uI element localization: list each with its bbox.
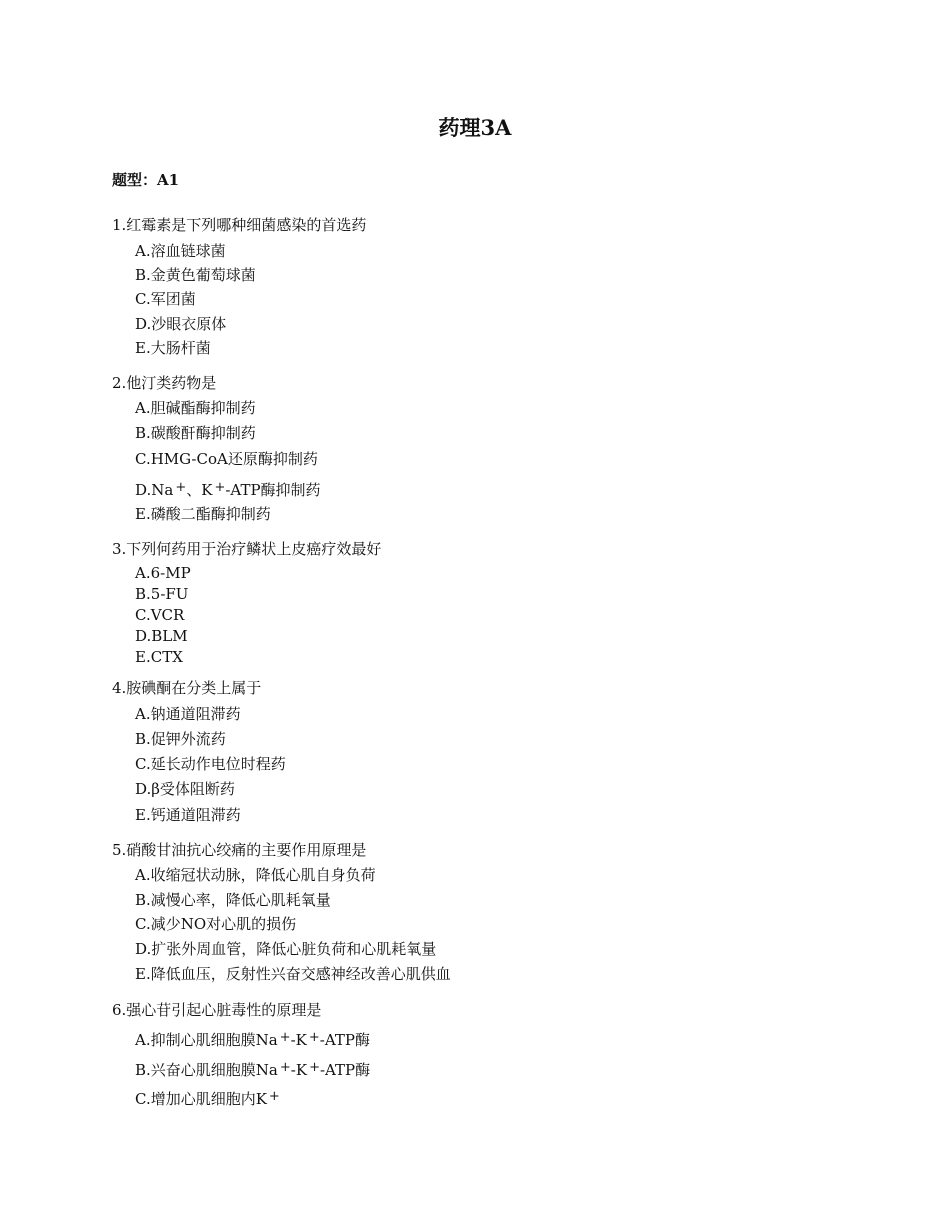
question-5-option-e: E.降低血压，反射性兴奋交感神经改善心肌供血: [135, 965, 451, 983]
superscript: +: [268, 1089, 280, 1104]
question-6-option-a: [135, 1028, 370, 1050]
superscript: +: [308, 1030, 320, 1045]
question-3-option-e: E.CTX: [135, 648, 183, 666]
superscript: +: [175, 480, 187, 495]
question-2-option-a: A.胆碱酯酶抑制药: [135, 399, 256, 417]
question-5-option-d: D.扩张外周血管，降低心脏负荷和心肌耗氧量: [135, 940, 437, 958]
question-3-option-d: D.BLM: [135, 627, 188, 645]
question-1-option-c: C.军团菌: [135, 290, 196, 308]
question-type-label: 题型：A1: [112, 171, 180, 189]
text-run: C.增加心肌细胞内K: [135, 1090, 267, 1108]
question-3-stem: 3.下列何药用于治疗鳞状上皮癌疗效最好: [112, 540, 382, 558]
question-6-option-c: [135, 1087, 280, 1109]
text-run: -ATP酶抑制药: [225, 481, 321, 499]
question-1-option-d: D.沙眼衣原体: [135, 315, 227, 333]
superscript: +: [279, 1060, 291, 1075]
question-3-option-c: C.VCR: [135, 606, 185, 624]
text-run: -K: [290, 1061, 308, 1079]
question-4-option-a: A.钠通道阻滞药: [135, 705, 241, 723]
question-4-option-b: B.促钾外流药: [135, 730, 226, 748]
question-2-stem: 2.他汀类药物是: [112, 374, 217, 392]
superscript: +: [279, 1030, 291, 1045]
text-run: B.兴奋心肌细胞膜Na: [135, 1061, 278, 1079]
question-3-option-a: A.6-MP: [135, 564, 191, 582]
question-1-option-e: E.大肠杆菌: [135, 339, 211, 357]
superscript: +: [309, 1060, 320, 1075]
text-run: -ATP酶: [319, 1061, 371, 1079]
question-1-option-b: B.金黄色葡萄球菌: [135, 266, 256, 284]
question-4-option-d: D.β受体阻断药: [135, 780, 235, 798]
question-3-option-b: B.5-FU: [135, 585, 189, 603]
question-2-option-e: E.磷酸二酯酶抑制药: [135, 505, 271, 523]
question-1-stem: 1.红霉素是下列哪种细菌感染的首选药: [112, 216, 367, 234]
question-4-option-e: E.钙通道阻滞药: [135, 806, 241, 824]
question-2-option-b: B.碳酸酐酶抑制药: [135, 424, 256, 442]
text-run: -ATP酶: [319, 1031, 370, 1049]
question-4-option-c: C.延长动作电位时程药: [135, 755, 286, 773]
question-6-option-b: [135, 1058, 370, 1080]
text-run: D.Na: [135, 481, 174, 499]
question-5-option-b: B.减慢心率，降低心肌耗氧量: [135, 891, 331, 909]
question-5-option-a: A.收缩冠状动脉，降低心肌自身负荷: [135, 866, 376, 884]
question-2-option-c: C.HMG-CoA还原酶抑制药: [135, 450, 318, 468]
question-5-option-c: C.减少NO对心肌的损伤: [135, 915, 297, 933]
superscript: +: [214, 480, 226, 495]
text-run: A.抑制心肌细胞膜Na: [135, 1031, 278, 1049]
text-run: -K: [290, 1031, 307, 1049]
question-5-stem: 5.硝酸甘油抗心绞痛的主要作用原理是: [112, 841, 367, 859]
page-title: 药理3A: [438, 115, 512, 140]
question-1-option-a: A.溶血链球菌: [135, 242, 226, 260]
question-2-option-d: [135, 478, 321, 500]
text-run: 、K: [186, 481, 213, 499]
question-6-stem: 6.强心苷引起心脏毒性的原理是: [112, 1001, 322, 1019]
question-4-stem: 4.胺碘酮在分类上属于: [112, 679, 262, 697]
